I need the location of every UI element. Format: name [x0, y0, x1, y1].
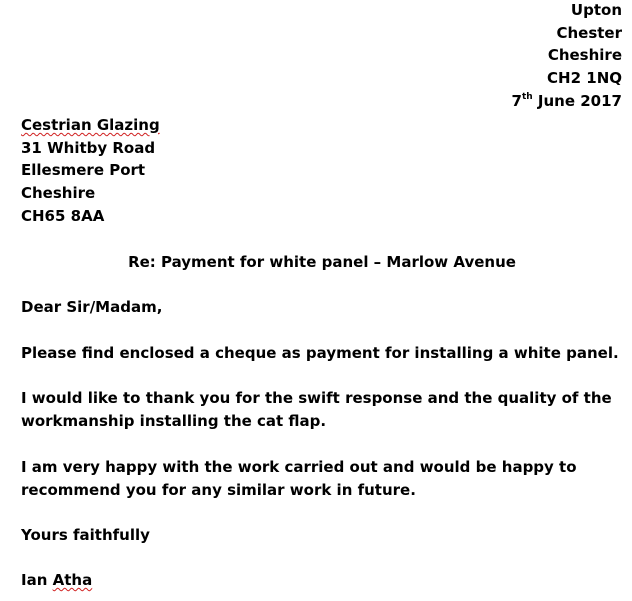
recipient-address [21, 114, 160, 228]
recipient-county: Cheshire [21, 184, 96, 203]
salutation: Dear Sir/Madam, [21, 298, 163, 316]
recipient-postcode: CH65 8AA [21, 206, 105, 225]
paragraph-thanks-line-1: I would like to thank you for the swift response and the quality of the [21, 389, 612, 407]
recipient-street: 31 Whitby Road [21, 138, 156, 157]
sender-postcode: CH2 1NQ [547, 69, 622, 88]
sender-town: Upton [570, 1, 622, 19]
recipient-name [21, 114, 160, 137]
paragraph-recommend-line-2: recommend you for any similar work in future. [21, 481, 416, 499]
sender-city: Chester [556, 23, 622, 42]
subject-line: Re: Payment for white panel – Marlow Avenue [128, 253, 516, 271]
signature [21, 569, 92, 592]
signature-last-name: Atha [52, 571, 93, 589]
paragraph-recommend-line-1: I am very happy with the work carried out and would be happy to [21, 458, 577, 476]
sender-county: Cheshire [547, 46, 622, 65]
sender-address [512, 0, 622, 113]
paragraph-thanks-line-2: workmanship installing the cat flap. [21, 412, 327, 430]
closing: Yours faithfully [21, 526, 150, 544]
recipient-name-text: Cestrian Glazing [21, 116, 160, 134]
recipient-town: Ellesmere Port [21, 161, 146, 180]
letter-date [512, 90, 622, 113]
date-month-year: June 2017 [532, 91, 622, 110]
date-day: 7 [511, 91, 522, 110]
date-suffix: th [521, 91, 533, 102]
paragraph-payment: Please find enclosed a cheque as payment for installing a white panel. [21, 344, 619, 362]
signature-first-name: Ian [21, 571, 48, 589]
